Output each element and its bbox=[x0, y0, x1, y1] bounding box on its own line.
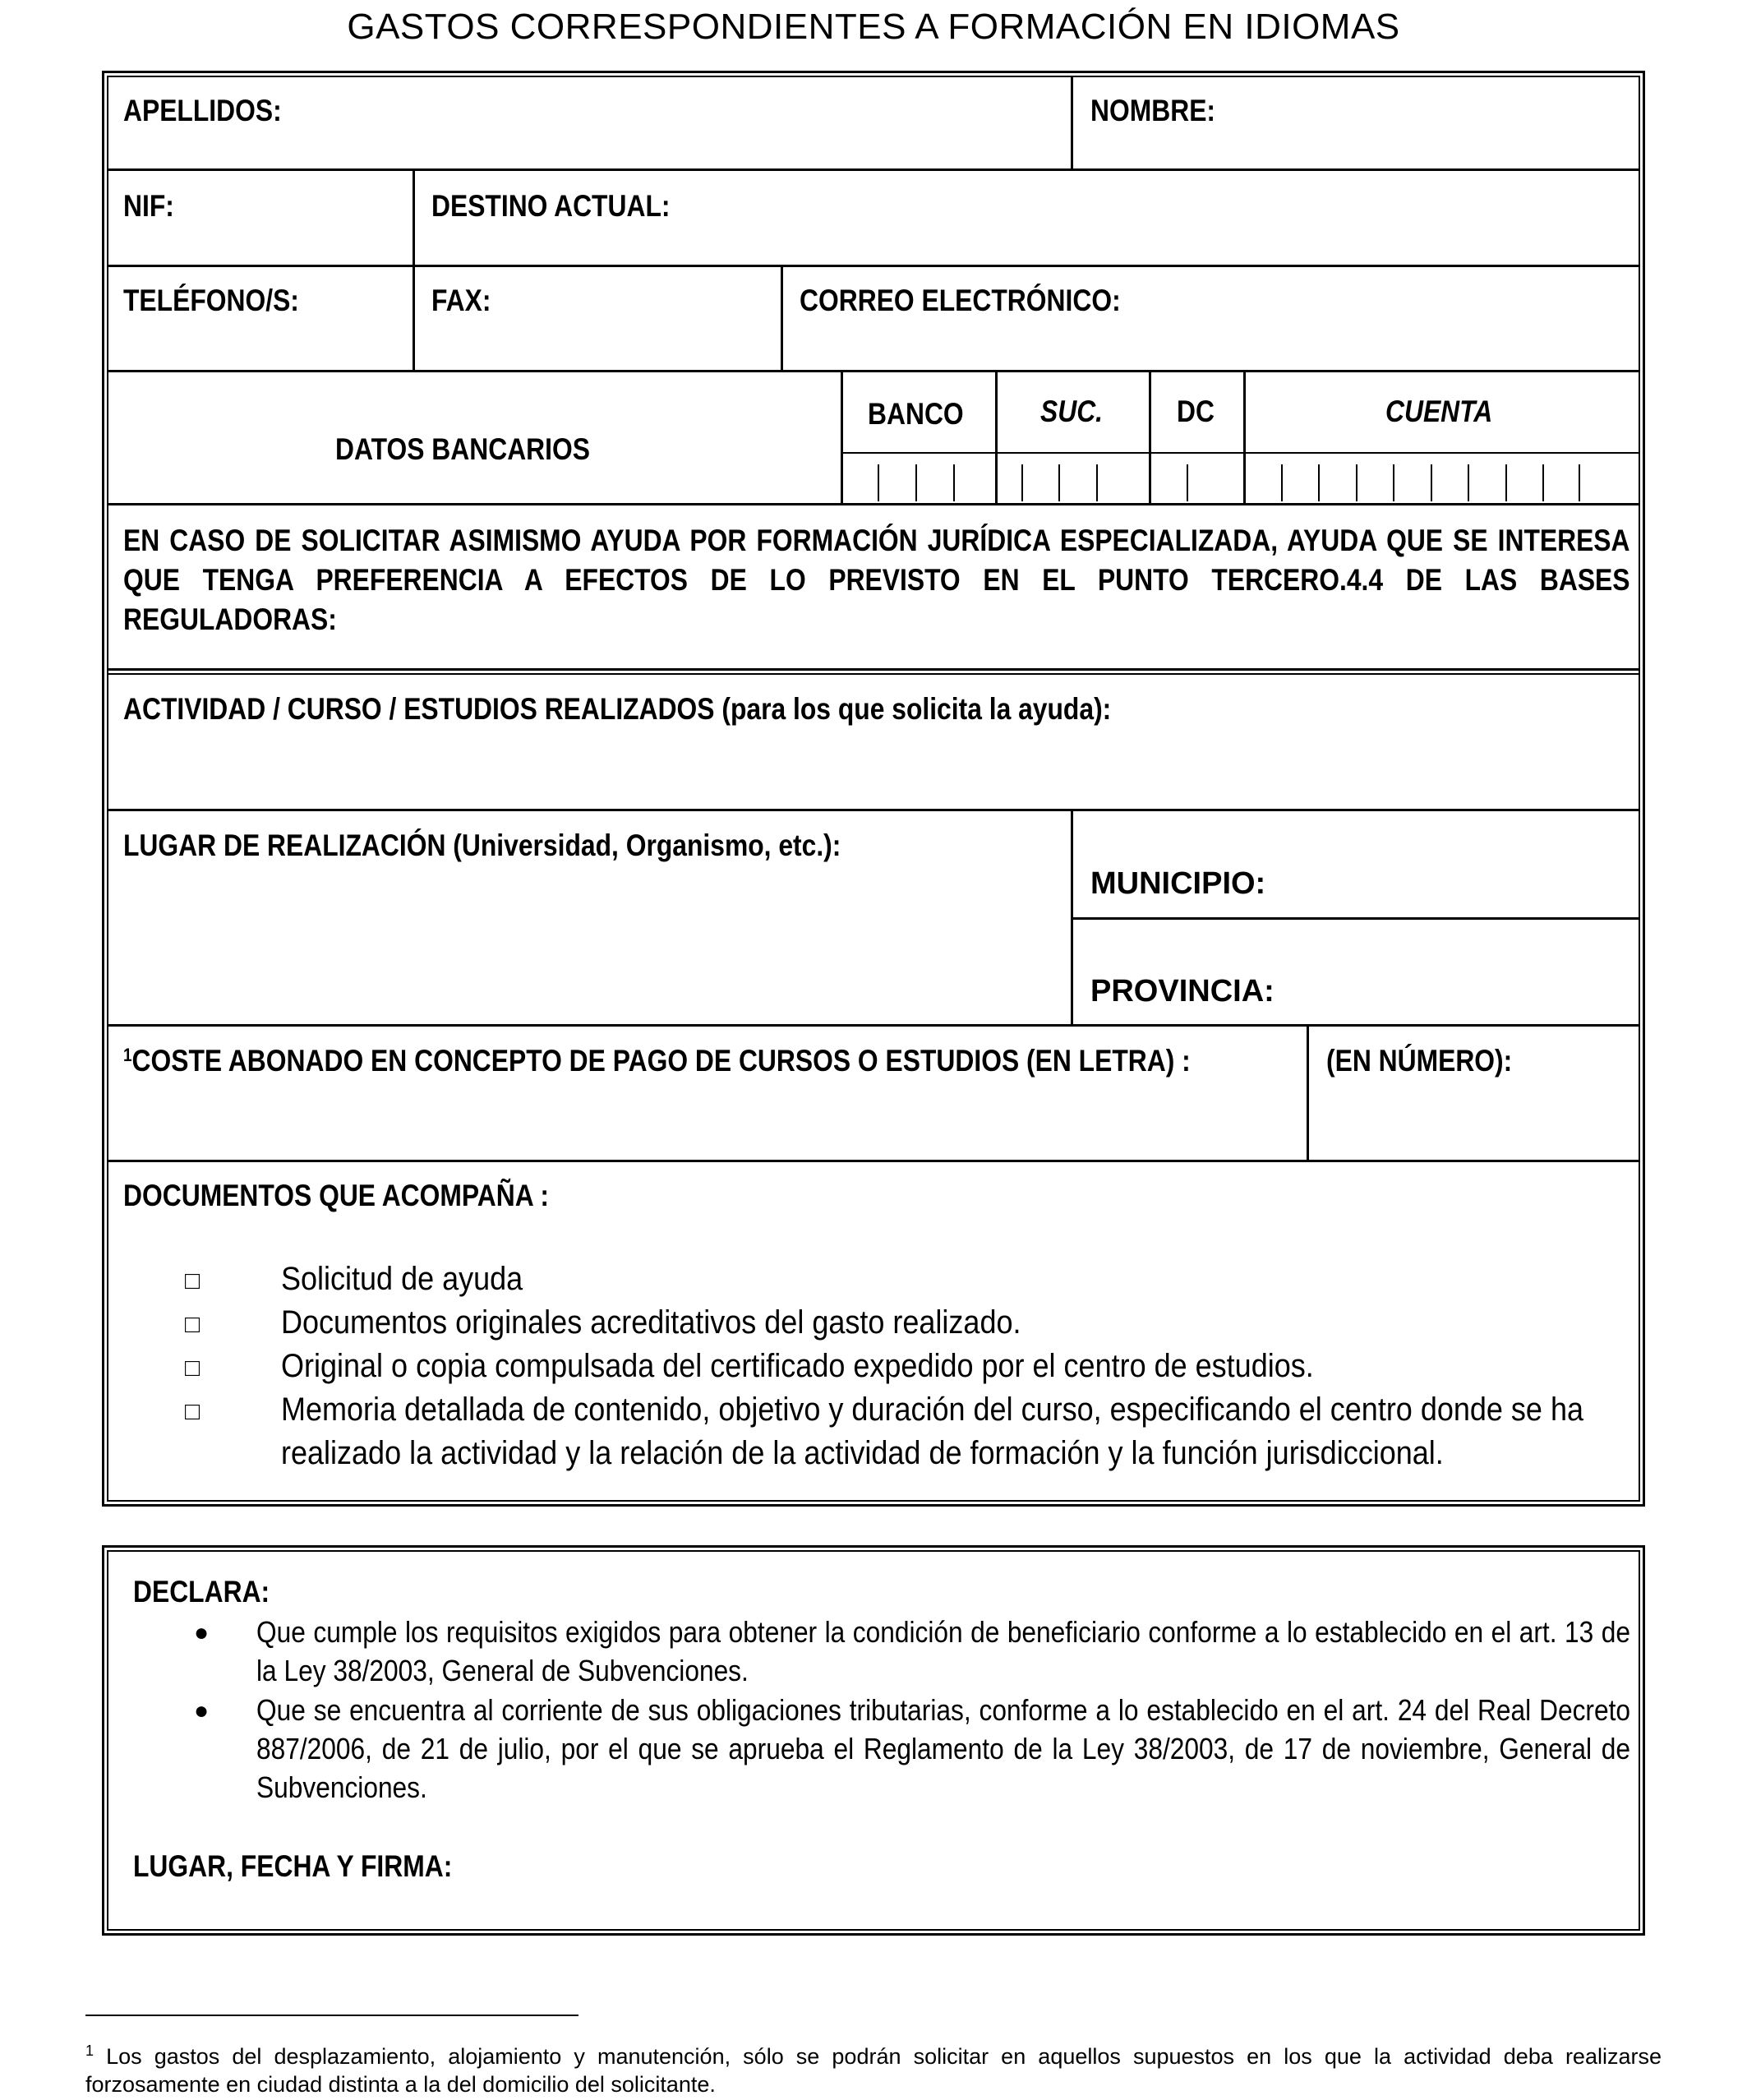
correo-electronico-field[interactable]: CORREO ELECTRÓNICO: bbox=[800, 284, 1121, 317]
lugar-realizacion-field[interactable]: LUGAR DE REALIZACIÓN (Universidad, Organismo, etc.): bbox=[123, 828, 841, 862]
banco-field[interactable]: BANCO bbox=[868, 397, 964, 431]
checkbox[interactable]: □ bbox=[185, 1311, 201, 1338]
list-item: Original o copia compulsada del certificado expedido por el centro de estudios. bbox=[281, 1348, 1314, 1384]
footnote bbox=[85, 2037, 1662, 2098]
declaration-item bbox=[256, 1691, 1630, 1807]
nombre-field[interactable]: NOMBRE: bbox=[1090, 94, 1216, 127]
footnote-text: Los gastos del desplazamiento, alojamiento y manutención, sólo se podrán solicitar en aquellos supuestos en los que la actividad deba realizarse forzosamente en ciudad distinta a la del domicilio del solicitante. bbox=[85, 2044, 1662, 2097]
page-title: GASTOS CORRESPONDIENTES A FORMACIÓN EN IDIOMAS bbox=[347, 7, 1400, 47]
checkbox[interactable]: □ bbox=[185, 1398, 201, 1425]
documentos-heading: DOCUMENTOS QUE ACOMPAÑA : bbox=[123, 1179, 549, 1212]
list-item: Solicitud de ayuda bbox=[281, 1261, 523, 1297]
telefono-field[interactable]: TELÉFONO/S: bbox=[123, 284, 299, 317]
preference-label: EN CASO DE SOLICITAR ASIMISMO AYUDA POR FORMACIÓN JURÍDICA ESPECIALIZADA, AYUDA QUE SE INTERESA QUE TENGA PREFERENCIA A EFECTOS DE LO PREVISTO EN EL PUNTO TERCERO.4.4 DE LAS BASES REGULADORAS: bbox=[123, 524, 1630, 636]
datos-bancarios-label: DATOS BANCARIOS bbox=[335, 432, 590, 466]
declaration-item bbox=[256, 1613, 1630, 1690]
lugar-fecha-firma-field[interactable]: LUGAR, FECHA Y FIRMA: bbox=[133, 1849, 453, 1883]
coste-letra-field[interactable] bbox=[123, 1044, 1191, 1078]
actividad-field[interactable]: ACTIVIDAD / CURSO / ESTUDIOS REALIZADOS (para los que solicita la ayuda): bbox=[123, 692, 1112, 726]
footnote-ref: 1 bbox=[123, 1045, 132, 1065]
checkbox[interactable]: □ bbox=[185, 1355, 201, 1382]
municipio-field[interactable]: MUNICIPIO: bbox=[1090, 866, 1266, 901]
declaration-item-text: Que se encuentra al corriente de sus obligaciones tributarias, conforme a lo establecido en el art. 24 del Real Decreto 887/2006, de 21 de julio, por el que se aprueba el Reglamento de la Ley 38/2003, de 17 de noviembre, General de Subvenciones. bbox=[256, 1693, 1630, 1804]
coste-letra-label: COSTE ABONADO EN CONCEPTO DE PAGO DE CURSOS O ESTUDIOS (EN LETRA) : bbox=[131, 1044, 1191, 1078]
list-item-continuation: realizado la actividad y la relación de la actividad de formación y la función jurisdiccional. bbox=[281, 1435, 1444, 1471]
footnote-divider bbox=[85, 2015, 578, 2016]
declara-heading: DECLARA: bbox=[133, 1575, 270, 1608]
preference-text[interactable] bbox=[123, 521, 1630, 639]
sucursal-field[interactable]: SUC. bbox=[1040, 395, 1104, 428]
coste-numero-field[interactable]: (EN NÚMERO): bbox=[1326, 1044, 1513, 1078]
fax-field[interactable]: FAX: bbox=[431, 284, 491, 317]
bullet-icon: ● bbox=[194, 1619, 210, 1646]
bullet-icon: ● bbox=[194, 1697, 210, 1724]
list-item: Documentos originales acreditativos del gasto realizado. bbox=[281, 1304, 1021, 1341]
checkbox[interactable]: □ bbox=[185, 1267, 201, 1295]
nif-field[interactable]: NIF: bbox=[123, 189, 174, 223]
cuenta-field[interactable]: CUENTA bbox=[1385, 395, 1493, 428]
destino-actual-field[interactable]: DESTINO ACTUAL: bbox=[431, 189, 671, 223]
declaration-item-text: Que cumple los requisitos exigidos para obtener la condición de beneficiario conforme a lo establecido en el art. 13 de la Ley 38/2003, General de Subvenciones. bbox=[256, 1615, 1630, 1687]
dc-field[interactable]: DC bbox=[1177, 395, 1215, 428]
apellidos-field[interactable]: APELLIDOS: bbox=[123, 94, 282, 127]
list-item: Memoria detallada de contenido, objetivo y duración del curso, especificando el centro donde se ha bbox=[281, 1392, 1584, 1428]
provincia-field[interactable]: PROVINCIA: bbox=[1090, 974, 1275, 1008]
footnote-mark: 1 bbox=[85, 2042, 94, 2059]
